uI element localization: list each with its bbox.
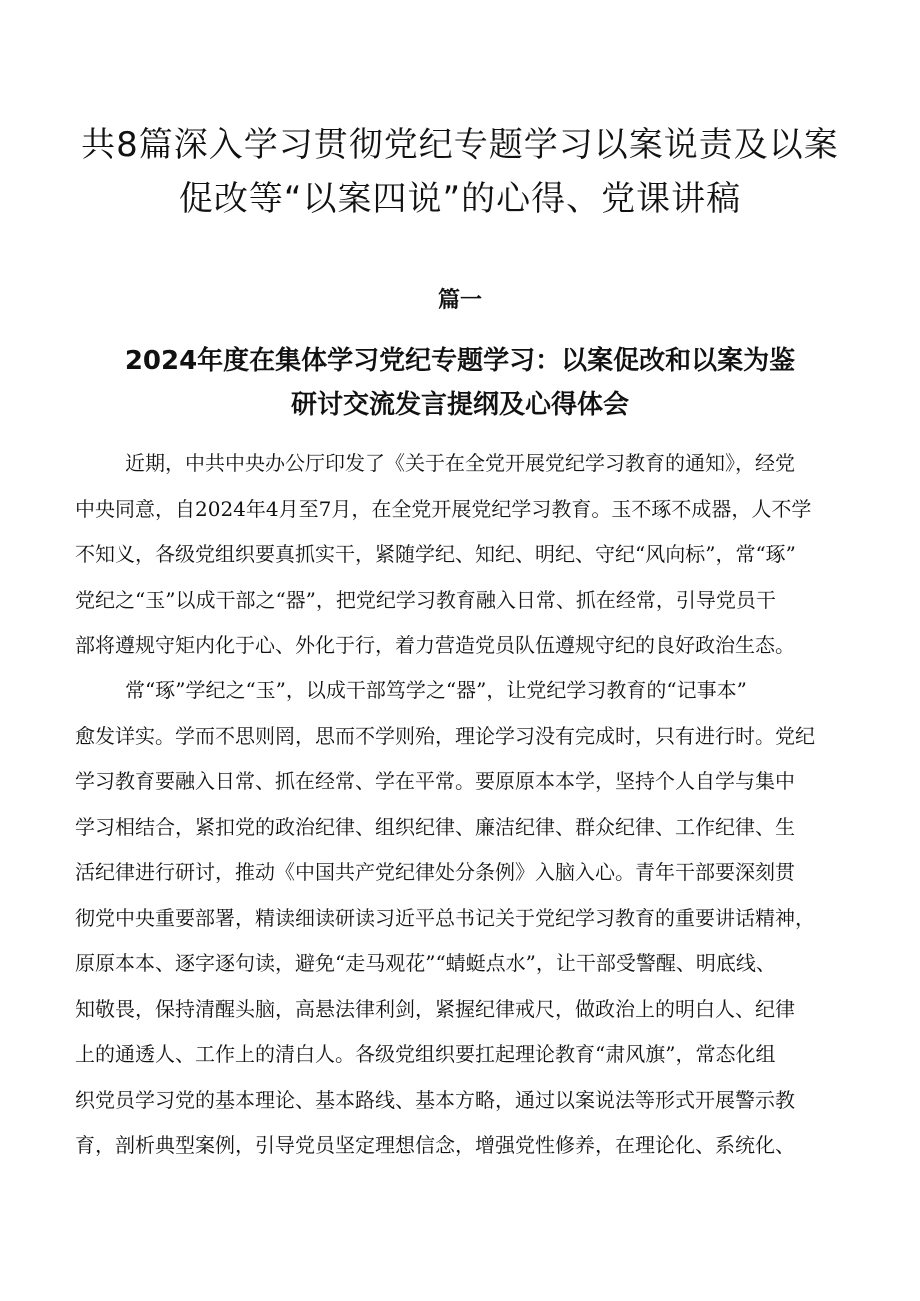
paragraph-line: 织党员学习党的基本理论、基本路线、基本方略，通过以案说法等形式开展警示教 <box>75 1087 795 1112</box>
body-paragraph <box>75 668 870 1169</box>
document-title-line: 促改等“以案四说”的心得、党课讲稿 <box>178 179 742 219</box>
section-label: 篇一 <box>437 288 482 313</box>
paragraph-line: 原原本本、逐字逐句读，避免“走马观花”“蜻蜓点水”，让干部受警醒、明底线、 <box>75 951 776 975</box>
article-title-line: 研讨交流发言提纲及心得体会 <box>290 390 629 420</box>
paragraph-line: 常“琢”学纪之“玉”，以成干部笃学之“器”，让党纪学习教育的“记事本” <box>125 678 747 702</box>
paragraph-line: 彻党中央重要部署，精读细读研读习近平总书记关于党纪学习教育的重要讲话精神， <box>75 905 815 930</box>
article-title <box>100 339 820 427</box>
paragraph-line: 活纪律进行研讨，推动《中国共产党纪律处分条例》入脑入心。青年干部要深刻贯 <box>75 860 795 884</box>
paragraph-line: 近期，中共中央办公厅印发了《关于在全党开展党纪学习教育的通知》，经党 <box>125 451 795 475</box>
document-title-line: 共8篇深入学习贯彻党纪专题学习以案说责及以案 <box>81 125 839 165</box>
article-title-line: 2024年度在集体学习党纪专题学习：以案促改和以案为鉴 <box>124 346 796 376</box>
paragraph-line: 不知义，各级党组织要真抓实干，紧随学纪、知纪、明纪、守纪“风向标”，常“琢” <box>75 542 796 566</box>
paragraph-line: 知敬畏，保持清醒头脑，高悬法律利剑，紧握纪律戒尺，做政治上的明白人、纪律 <box>75 996 795 1021</box>
paragraph-line: 学习教育要融入日常、抓在经常、学在平常。要原原本本学，坚持个人自学与集中 <box>75 769 795 793</box>
paragraph-line: 党纪之“玉”以成干部之“器”，把党纪学习教育融入日常、抓在经常，引导党员干 <box>75 587 776 612</box>
document-title <box>60 118 860 226</box>
paragraph-line: 上的通透人、工作上的清白人。各级党组织要扛起理论教育“肃风旗”，常态化组 <box>75 1042 776 1066</box>
paragraph-line: 愈发详实。学而不思则罔，思而不学则殆，理论学习没有完成时，只有进行时。党纪 <box>75 723 815 748</box>
paragraph-line: 部将遵规守矩内化于心、外化于行，着力营造党员队伍遵规守纪的良好政治生态。 <box>75 633 795 657</box>
paragraph-line: 育，剖析典型案例，引导党员坚定理想信念，增强党性修养，在理论化、系统化、 <box>75 1133 795 1157</box>
paragraph-line: 学习相结合，紧扣党的政治纪律、组织纪律、廉洁纪律、群众纪律、工作纪律、生 <box>75 814 795 839</box>
body-paragraph <box>75 441 870 669</box>
paragraph-line: 中央同意，自2024年4月至7月，在全党开展党纪学习教育。玉不琢不成器，人不学 <box>75 496 812 521</box>
